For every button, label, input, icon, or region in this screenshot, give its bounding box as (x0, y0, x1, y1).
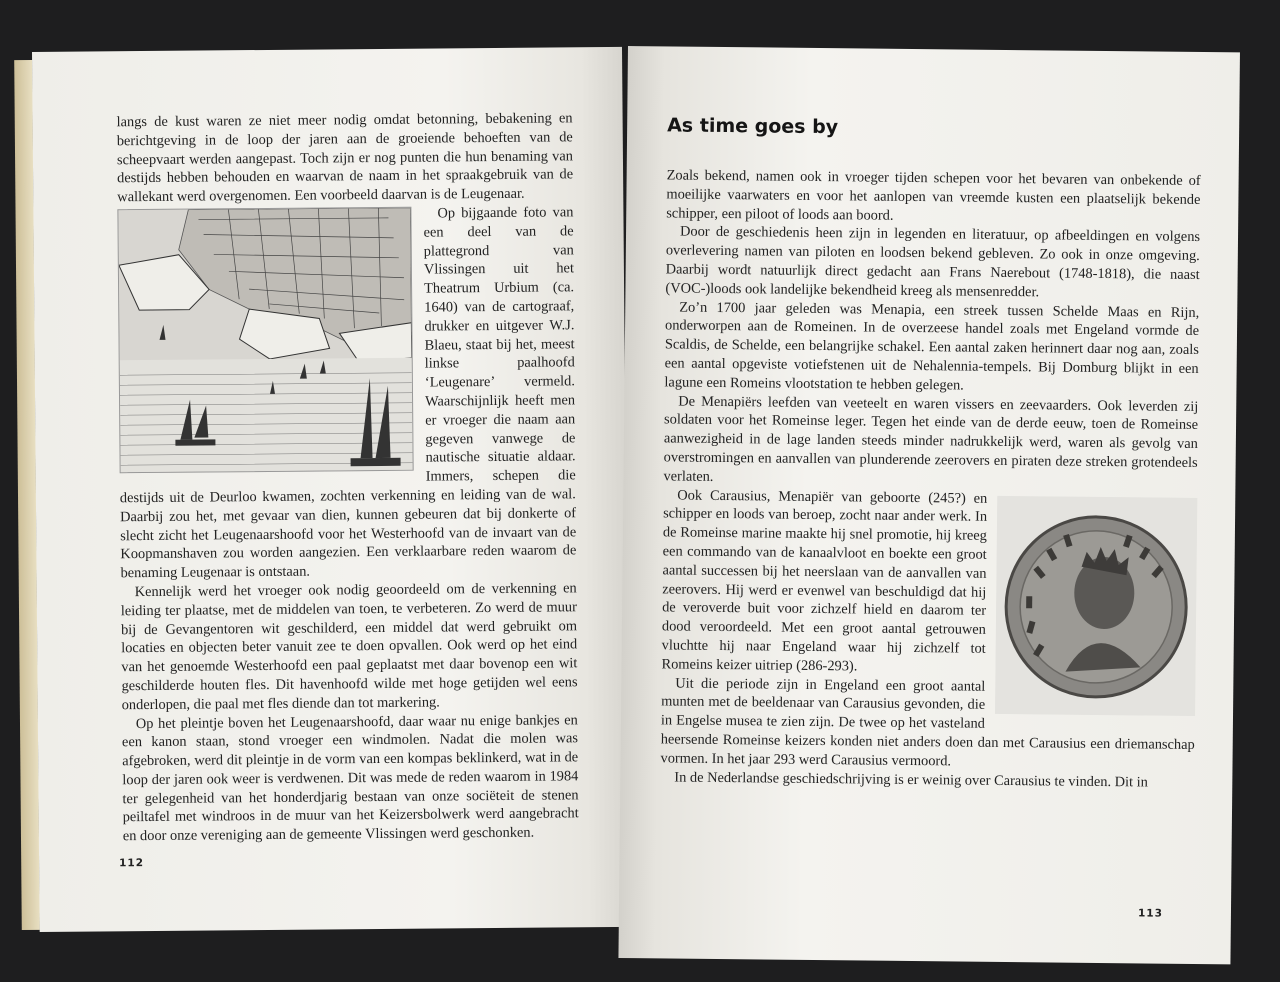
right-paragraph-7: In de Nederlandse geschiedschrijving is er weinig over Carausius te vinden. Dit in (674, 769, 1148, 790)
right-text-column (660, 166, 1200, 792)
left-paragraph-2: Op bijgaande foto van een deel van de plattegrond van Vlissingen uit het Theatrum Urbium (ca. 1640) van de cartograaf, drukker en uitgever W.J. Blaeu, staat bij het, meest linkse paalhoofd ‘Leugenare’ vermeld. Waarschijnlijk heeft men er vroeger die naam aan gegeven vanwege de nautische situatie aldaar. Immers, schepen die destijds uit de Deurloo kwamen, zochten verkenning en leiding van de wal. Daarbij zou het, met gevaar van dien, kunnen gebeuren dat bij donkerte of slecht zicht het Leugenaarshoofd voor het Westerhoofd van de invaart van de Koopmanshaven zou worden aangezien. Een verklaarbare reden waarom de benaming Leugenaar is ontstaan. (119, 204, 577, 582)
right-paragraph-5: Ook Carausius, Menapiër van geboorte (245?) en schipper en loods van beroep, zocht naar ander werk. In de Romeinse marine maakte hij snel promotie, hij kreeg een commando van de kanaalvloot en boekte een groot aantal successen bij het neerslaan van de aanvallen van zeerovers. Hij werd er evenwel van beschuldigd dat hij de veroverde buit voor zichzelf hield en daarom ter dood veroordeeld. Met een groot aantal getrouwen vluchtte hij naar Engeland waar hij zichzelf tot Romeins keizer uitriep (286-293). (661, 487, 988, 675)
right-paragraph-4: De Menapiërs leefden van veeteelt en waren vissers en zeevaarders. Ook leverden zij soldaten voor het Romeinse leger. Tegen het einde van de derde eeuw, toen de Romeinse aanwezigheid in de lage landen steeds minder nadrukkelijk werd, waren als gevolg van overstromingen en aanvallen van plunderende zeerovers en piraten deze streken grotendeels verlaten. (663, 393, 1199, 485)
right-paragraph-3: Zo’n 1700 jaar geleden was Menapia, een streek tussen Schelde Maas en Rijn, onderworpen aan de Romeinen. In de overzeese handel zoals met Engeland vormde de Scaldis, de Schelde, een belangrijke schakel. Een aantal zaken herinnert daar nog aan, zoals een aantal opgeviste votiefstenen uit de Nehalennia-tempels. Bij Domburg blijkt in een lagune een Romeins vlootstation te hebben gelegen. (664, 299, 1200, 394)
left-paragraph-1: langs de kust waren ze niet meer nodig omdat betonning, bebakening en berichtgeving in de loop der jaren aan de groeiende behoeften van de scheepvaart werden aangepast. Toch zijn er nog punten die hun benaming van destijds hebben behouden en waarvan de naam in het spraakgebruik van de wallekant werd overgenomen. Een voorbeeld daarvan is de Leugenaar. (116, 110, 574, 206)
roman-coin-image (995, 495, 1197, 715)
page-number-left: 112 (119, 857, 145, 870)
left-text-column (117, 109, 579, 846)
left-paragraph-3: Kennelijk werd het vroeger ook nodig geoordeeld om de verkenning en leiding ter plaatse, met de middelen van toen, te verbeteren. Zo werd de muur bij de Gevangentoren wit geschilderd, een middel dat werd gebruikt om locaties en objecten beter vanuit zee te doen opvallen. Ook werd op het eind van het genoemde Westerhoofd een paal geplaatst met daar bovenop een wit geschilderde houten fles. Dit havenhoofd wilde met hoge getijden wel eens onderlopen, die paal met fles diende dan tot markering. (120, 580, 578, 713)
chapter-title: As time goes by (667, 114, 839, 139)
left-paragraph-4: Op het pleintje boven het Leugenaarshoofd, daar waar nu enige bankjes en een kanon staan, stond vroeger een windmolen. Nadat die molen was afgebroken, werd dit pleintje in de vorm van een kompas beklinkerd, wat in de loop der jaren ook weer is verdwenen. Dit was mede de reden waarom in 1984 ter gelegenheid van het honderdjarig bestaan van onze sociëteit de stenen peiltafel met windroos in de muur van het Keizersbolwerk werd aangebracht en door onze vereniging aan de gemeente Vlissingen werd geschonken. (121, 711, 579, 845)
right-paragraph-2: Door de geschiedenis heen zijn in legenden en literatuur, op afbeeldingen en volgens overlevering namen van piloten en loodsen bekend gebleven. Zo ook in onze omgeving. Daarbij wordt natuurlijk direct gedacht aan Frans Naerebout (1748-1818), die naast (VOC-)loods ook landelijke bekendheid kreeg als mensenredder. (665, 223, 1201, 301)
right-paragraph-1: Zoals bekend, namen ook in vroeger tijden schepen voor het bevaren van onbekende of moeilijke vaarwaters en voor het aanlopen van vreemde kusten een plaatselijk bekende schipper, een piloot of loods aan boord. (666, 167, 1201, 224)
map-engraving-image (117, 207, 413, 474)
right-page (618, 46, 1240, 964)
right-paragraph-6: Uit die periode zijn in Engeland een groot aantal munten met de beeldenaar van Carausius gevonden, die in Engelse musea te zien zijn. De twee op het vasteland heersende Romeinse keizers konden niet anders doen dan met Carausius een driemanschap vormen. In het jaar 293 werd Carausius vermoord. (660, 675, 1195, 770)
page-number-right: 113 (1137, 907, 1164, 920)
left-page (32, 47, 630, 932)
